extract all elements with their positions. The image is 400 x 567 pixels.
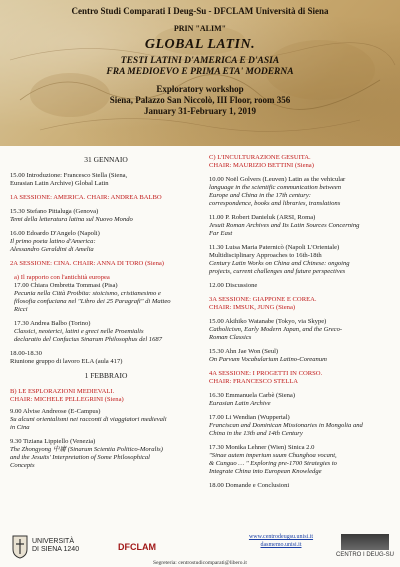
centro-logo-image (341, 534, 389, 550)
entry-title: Alessandro Geraldini di Amelia (10, 246, 94, 253)
entry-title: Eurasian Latin Archive (209, 400, 271, 407)
header-banner (0, 0, 400, 146)
entry-title: Franciscan and Dominican Missionaries in Mongolia and (209, 422, 363, 429)
program-entry (10, 320, 202, 344)
workshop-label: Exploratory workshop (156, 84, 244, 94)
entry-time-speaker: 11.30 Luisa Maria Paternicò (Napoli L'Orientale) (209, 244, 340, 251)
session-heading-line: CHAIR: IMSUK, JUNG (Siena) (209, 304, 296, 311)
program-entry (209, 318, 394, 342)
entry-title: correspondence, books and libraries, translations (209, 200, 341, 207)
entry-title: Europe and China in the 17th century: (209, 192, 311, 199)
dasmemo-website-link[interactable]: dasmemo.unisi.it (260, 541, 302, 548)
venue-line: Siena, Palazzo San Niccolò, III Floor, room 356 (109, 95, 291, 105)
session-heading-line: CHAIR: MICHELE PELLEGRINI (Siena) (10, 396, 124, 403)
entry-time-speaker: 16.30 Emmanuela Carbè (Siena) (209, 392, 296, 399)
session-heading-line: CHAIR: MAURIZIO BETTINI (Siena) (209, 162, 314, 169)
program-entry (10, 408, 202, 432)
program-entry (10, 208, 202, 224)
prin-line: PRIN "ALIM" (173, 24, 227, 33)
event-subtitle-2: FRA MEDIOEVO E PRIMA ETA' MODERNA (106, 67, 294, 77)
entry-title: Century Latin Works on China and Chinese: ongoing (209, 260, 350, 267)
session-heading (209, 154, 394, 170)
entry-title: Integrate China into European Knowledge (209, 468, 322, 475)
entry-title: declaratio del Confucius Sinarum Philosophus del 1687 (14, 336, 162, 343)
organizer-line: Centro Studi Comparati I Deug-Su - DFCLAM Università di Siena (71, 6, 329, 16)
footer (0, 534, 400, 567)
session-heading (209, 296, 394, 312)
entry-title: language in the scientific communication between (209, 184, 342, 191)
entry-title: Catholicism, Early Modern Japan, and the Greco- (209, 326, 343, 333)
session-heading (209, 370, 394, 386)
program-entry (10, 230, 202, 254)
session-heading-tail: (Siena) (144, 260, 164, 267)
entry-time-speaker: 15.30 Ahn Jae Won (Seul) (209, 348, 279, 355)
dfclam-logo: DFCLAM (118, 542, 156, 552)
program-entry (10, 438, 202, 470)
centro-website-link[interactable]: www.centrodeugsu.unisi.it (248, 534, 314, 540)
session-heading-line: 3A SESSIONE: GIAPPONE E COREA. (209, 296, 317, 303)
program-entry (209, 214, 394, 238)
session-heading-line: C) L'INCULTURAZIONE GESUITA. (209, 154, 311, 161)
entry-detail: Multidisciplinary Approaches to 16th-18th (209, 252, 322, 259)
entry-time: 18.00-18.30 (10, 350, 42, 357)
entry-time-detail: 18.00 Domande e Conclusioni (209, 482, 290, 489)
entry-time-speaker: 11.00 P. Robert Danieluk (ARSI, Roma) (209, 214, 316, 221)
entry-title: in Cina (10, 424, 30, 431)
footer-links (235, 534, 327, 549)
centro-deugsu-logo (335, 534, 395, 562)
entry-time-speaker: 10.00 Noël Golvers (Leuven) Latin as the vehicular (209, 176, 346, 183)
entry-title: China in the 13th and 14th Century (209, 430, 303, 437)
program-entry (209, 176, 394, 208)
session-subheading: a) Il rapporto con l'antichità europea (14, 274, 110, 281)
program-entry (209, 444, 394, 476)
entry-title: projects, current challenges and future perspectives (209, 268, 346, 275)
dates-line: January 31-February 1, 2019 (144, 106, 256, 116)
session-heading (10, 260, 202, 268)
entry-time-speaker: 16.00 Edoardo D'Angelo (Napoli) (10, 230, 100, 237)
entry-title: & Cunguo … " Exploring pre-1700 Strategies to (209, 460, 337, 467)
event-title: GLOBAL LATIN. (144, 37, 256, 52)
session-heading-text: 2A SESSIONE: CINA. CHAIR: ANNA DI TORO (10, 260, 144, 267)
program-left-column (10, 152, 202, 476)
entry-title: "Sinae autem imperium suum Chunghoa vocant, (209, 452, 337, 459)
session-heading-line: B) LE ESPLORAZIONI MEDIEVALI. (10, 388, 115, 395)
entry-title: Ricci (14, 306, 28, 313)
entry-time-speaker: 9.00 Alvise Andreose (E-Campus) (10, 408, 101, 415)
entry-time-detail: 12.00 Discussione (209, 282, 258, 289)
entry-time-speaker: 15.00 Introduzione: Francesco Stella (Siena, (10, 172, 128, 179)
session-heading-line: CHAIR: FRANCESCO STELLA (209, 378, 299, 385)
entry-title: Il primo poeta latino d'America: (10, 238, 96, 245)
entry-title: and the Jesuits' Interpretation of Some Philosophical (10, 454, 150, 461)
entry-title: Classici, neoterici, latini e greci nelle Proemialis (14, 328, 144, 335)
program-entry (10, 172, 202, 188)
event-subtitle-1: TESTI LATINI D'AMERICA E D'ASIA (120, 56, 280, 66)
program-entry (10, 350, 202, 366)
program-entry (209, 392, 394, 408)
entry-detail: Eurasian Latin Archive) Global Latin (10, 180, 109, 187)
entry-time-speaker: 15.00 Akihiko Watanabe (Tokyo, via Skype) (209, 318, 327, 325)
entry-title: Su alcuni orientalismi nei racconti di viaggiatori medievali (10, 416, 167, 423)
entry-title: filosofia confuciana nel "Libro dei 25 Paragrafi" di Matteo (14, 298, 171, 305)
entry-title: Roman Classics (209, 334, 252, 341)
unisi-wordmark (32, 538, 79, 554)
program-entry (209, 282, 394, 290)
program-entry (10, 282, 202, 314)
entry-time-speaker: 15.30 Stefano Pittaluga (Genova) (10, 208, 99, 215)
entry-time-speaker: 17.30 Monika Lehner (Wien) Sinica 2.0 (209, 444, 315, 451)
unisi-city: DI SIENA 1240 (32, 546, 80, 553)
entry-title: Temi della letteratura latina sul Nuovo Mondo (10, 216, 133, 223)
centro-logo-text: CENTRO I DEUG-SU (335, 552, 394, 558)
entry-time-speaker: 9.30 Tiziana Lippiello (Venezia) (10, 438, 96, 445)
program-right-column (209, 152, 394, 496)
secretary-line: Segreteria: centrostudicomparati@libero.it (153, 560, 247, 566)
day-heading-2: 1 FEBBRAIO (84, 371, 128, 380)
session-heading (10, 388, 202, 404)
entry-time-speaker: 17.00 Chiara Ombretta Tommasi (Pisa) (14, 282, 118, 289)
entry-time-speaker: 17.30 Andrea Balbo (Torino) (14, 320, 91, 327)
university-crest-icon (12, 535, 28, 559)
program-columns (0, 146, 400, 567)
entry-title: Concepts (10, 462, 35, 469)
entry-title: Pecunia nella Città Proibita: stoicismo, cristianesimo e (14, 290, 161, 297)
entry-time-speaker: 17.00 Li Wendian (Wuppertal) (209, 414, 290, 421)
entry-title: The Zhongyong 中庸 (Sinarum Scientia Politico-Moralis) (10, 446, 163, 453)
session-heading: 1A SESSIONE: AMERICA. CHAIR: ANDREA BALBO (10, 194, 162, 201)
day-heading-1: 31 GENNAIO (84, 155, 128, 164)
entry-detail: Riunione gruppo di lavoro ELA (aula 417) (10, 358, 123, 365)
session-heading-line: 4A SESSIONE: I PROGETTI IN CORSO. (209, 370, 323, 377)
program-entry (209, 482, 394, 490)
entry-title: Jesuit Roman Archives and Its Latin Sources Concerning (209, 222, 360, 229)
unisi-name: UNIVERSITÀ (32, 538, 75, 545)
entry-title: Far East (209, 230, 233, 237)
program-entry (209, 244, 394, 276)
program-entry (209, 414, 394, 438)
program-entry (209, 348, 394, 364)
entry-title: On Parvum Vocabularium Latino-Coreanum (209, 356, 327, 363)
